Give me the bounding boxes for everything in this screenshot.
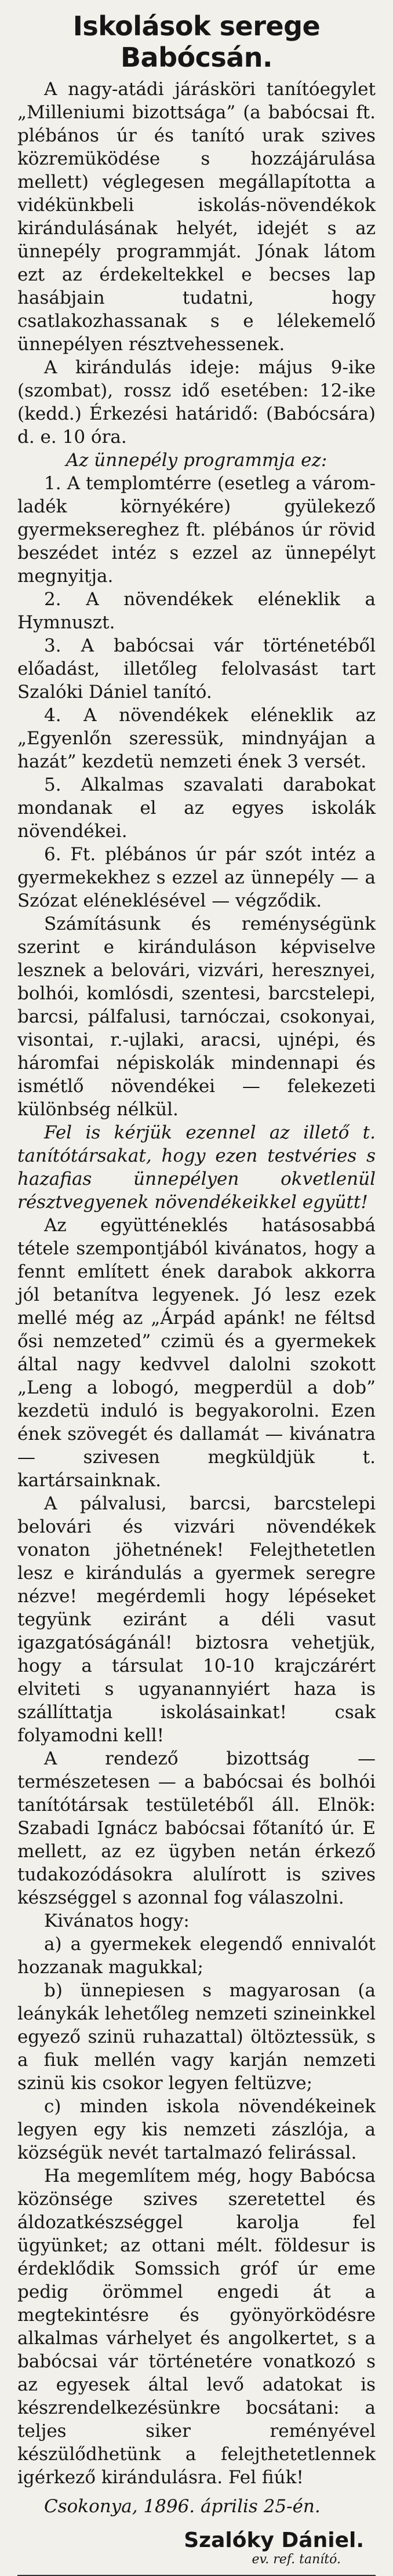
program-item-4: 4. A növendékek eléneklik az „Egyenlőn szeressük, mindnyájan a hazát” kezdetü nemzeti ének 3 versét. [17,705,376,772]
place-date: Csokonya, 1896. április 25-én. [44,2496,321,2517]
list-item-b: b) ünnepiesen s magyarosan (a leánykák lehetőleg nemzeti szineinkkel egyező szinü ruhazattal) öltöztessük, s a fiuk mellén vagy karján nemzeti szinü kis csokor legyen feltüzve; [17,1980,376,2094]
program-item-1: 1. A templomtérre (esetleg a várom-ladék környékére) gyülekező gyermeksereghez ft. plébános úr rövid beszédet intéz s ezzel az ünnepélyt megnyitja. [17,473,376,587]
signature: Szalóky Dániel. [184,2528,364,2552]
paragraph-schools: Számításunk és reménységünk szerint e kiránduláson képviselve lesznek a belovári, vizvári, heresznyei, bolhói, komlósdi, szentesi, barcstelepi, barcsi, pálfalusi, tarnóczai, csokonyai, visontai, r.-ujlaki, aracsi, ujnépi, és háromfai népiskolák mindennapi és ismétlő növendékei — felekezeti különbség nélkül. [17,914,376,1120]
paragraph-intro: A nagy-atádi járásköri tanítóegylet „Milleniumi bizottsága” (a babócsai ft. plébános úr és tanító urak szives közremüködése s hozzájárulása mellett) véglegesen megállapította a vidékünkbeli iskolás-növendékok kirándulásának helyét, idejét s az ünnepély programmját. Jónak látom ezt az érdekeltekkel e becses lap hasábjain tudatni, hogy csatlakozhassanak s e lélekemelő ünnepélyen résztvehessenek. [17,79,376,355]
list-item-a: a) a gyermekek elegendő ennivalót hozzanak magukkal; [17,1934,376,1978]
paragraph-closing: Ha megemlítem még, hogy Babócsa közönsége szives szeretettel és áldozatkészséggel karolja fel ügyünket; az ottani mélt. földesur is érdeklődik Somssich gróf úr eme pedig örömmel engedi át a megtekintésre és gyönyörködésre alkalmas várhelyet és angolkertet, s a babócsai vár történetére vonatkozó s az egyesek által levő adatokat is készrendelkezésünkre bocsátani: a teljes siker reményével készülődhetünk a felejthetetlennek igérkező kirándulásra. Fel fiúk! [17,2166,376,2488]
program-item-5: 5. Alkalmas szavalati darabokat mondanak el az egyes iskolák növendékei. [17,774,376,842]
paragraph-invitation: Fel is kérjük ezennel az illető t. tanítótársakat, hogy ezen testvéries s hazafias ünnepélyen okvetlenül résztvegyenek növendékeikkel együtt! [17,1122,376,1213]
paragraph-desirable: Kivánatos hogy: [44,1911,190,1931]
paragraph-committee: A rendező bizottság — természetesen — a babócsai és bolhói tanítótársak testületéből áll. Elnök: Szabadi Ignácz babócsai főtanító úr. E mellett, az ez ügyben netán érkező tudakozódásokra alulírott is szives készséggel s azonnal fog válaszolni. [17,1748,376,1908]
paragraph-train: A pálvalusi, barcsi, barcstelepi belovári és vizvári növendékek vonaton jöhetnének! Felejthetetlen lesz e kirándulás a gyermek seregre nézve! megérdemli hogy lépéseket tegyünk eziránt a déli vasut igazgatóságánál! biztosra vehetjük, hogy a társulat 10-10 krajczárért elviteti s ugyanannyiért haza is szállíttatja iskolásainkat! csak folyamodni kell! [17,1493,376,1746]
program-item-3: 3. A babócsai vár történetéből előadást, illetőleg felolvasást tart Szalóki Dániel tanító. [17,635,376,703]
program-heading: Az ünnepély programmja ez: [66,450,328,471]
signature-role: ev. ref. tanító. [252,2552,341,2567]
article-title: Iskolások serege Babócsán. [72,10,321,73]
program-item-6: 6. Ft. plébános úr pár szót intéz a gyermekekhez s ezzel az ünnepély — a Szózat eléneklésével — végződik. [17,844,376,911]
program-item-2: 2. A növendékek eléneklik a Hymnuszt. [17,589,376,633]
paragraph-date: A kirándulás ideje: május 9-ike (szombat), rossz idő esetében: 12-ike (kedd.) Érkezési határidő: (Babócsára) d. e. 10 óra. [17,357,376,447]
list-item-c: c) minden iskola növendékeinek legyen egy kis nemzeti zászlója, a községük nevét tartalmazó felirással. [17,2096,376,2163]
paragraph-singing: Az együtténeklés hatásosabbá tétele szempontjából kivánatos, hogy a fennt említett ének darabok akkorra jól betanítva legyenek. Jó lesz ezek mellé még az „Árpád apánk! ne féltsd ősi nemzeted” czimü és a gyermekek által nagy kedvvel dalolni szokott „Leng a lobogó, megperdül a dob” kezdetü induló is begyakorolni. Ezen ének szövegét és dallamát — kivánatra — szivesen megküldjük t. kartársainknak. [17,1215,376,1491]
